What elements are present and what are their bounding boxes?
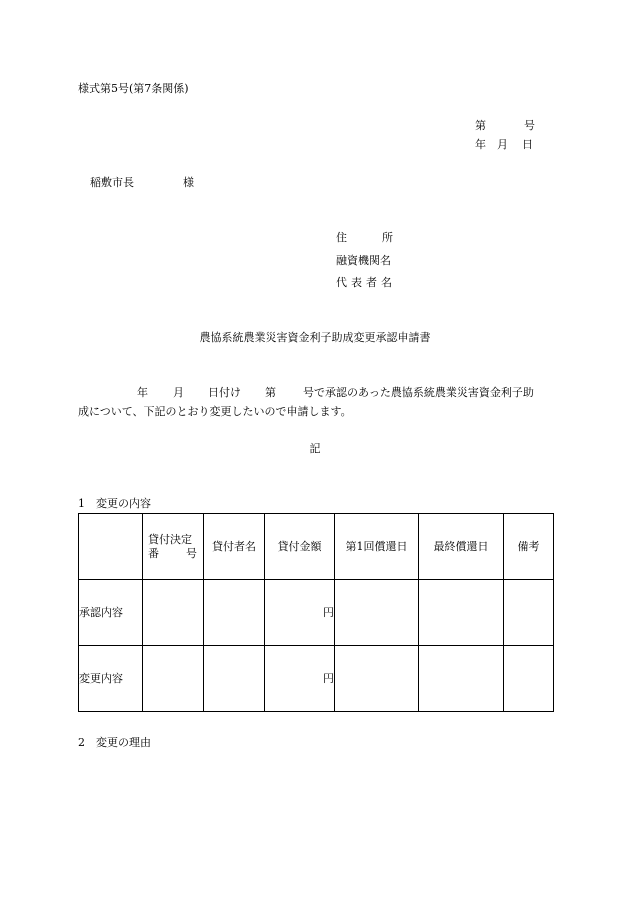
header-first-repay: 第1回償還日 [335, 514, 419, 580]
change-table [78, 513, 554, 712]
body-date-suffix: 日付け [208, 386, 241, 399]
row-approved-label: 承認内容 [79, 580, 143, 646]
body-go-text: 号で承認のあった農協系統農業災害資金利子助 [303, 386, 534, 399]
addressee-name: 稲敷市長 [90, 176, 134, 189]
body-dai: 第 [265, 386, 276, 399]
body-year: 年 [137, 386, 148, 399]
header-borrower: 貸付者名 [204, 514, 265, 580]
cell-amount-yen: 円 [265, 580, 335, 646]
cell-borrower [204, 580, 265, 646]
form-number: 様式第5号(第7条関係) [78, 82, 189, 95]
cell-amount-yen: 円 [265, 646, 335, 712]
cell-borrower [204, 646, 265, 712]
header-lot-go: 号 [186, 546, 197, 560]
ki-label: 記 [309, 442, 321, 455]
header-amount: 貸付金額 [265, 514, 335, 580]
section-2-label: 2 変更の理由 [78, 736, 151, 749]
date-year: 年 [475, 138, 486, 151]
doc-number-dai: 第 [475, 119, 486, 132]
date-month: 月 [497, 138, 508, 151]
cell-first-repay [335, 580, 419, 646]
header-lot-number [143, 514, 204, 580]
cell-lot-number [143, 580, 204, 646]
body-month: 月 [173, 386, 184, 399]
applicant-address-label-b: 所 [382, 231, 393, 244]
section-1-label: 1 変更の内容 [78, 497, 151, 510]
addressee-honorific: 様 [183, 176, 194, 189]
applicant-address-label-a: 住 [336, 231, 347, 244]
header-remarks: 備考 [504, 514, 554, 580]
table-row [79, 646, 554, 712]
cell-final-repay [419, 646, 504, 712]
header-final-repay: 最終償還日 [419, 514, 504, 580]
doc-number-go: 号 [524, 119, 535, 132]
applicant-representative-label: 代表者名 [336, 276, 396, 289]
table-row [79, 580, 554, 646]
header-lot-ban: 番 [148, 546, 159, 560]
row-changed-label: 変更内容 [79, 646, 143, 712]
cell-remarks [504, 580, 554, 646]
cell-first-repay [335, 646, 419, 712]
cell-final-repay [419, 580, 504, 646]
document-title: 農協系統農業災害資金利子助成変更承認申請書 [199, 331, 431, 344]
cell-remarks [504, 646, 554, 712]
date-day: 日 [522, 138, 533, 151]
table-header-row [79, 514, 554, 580]
header-lot-line2 [148, 547, 203, 561]
header-empty-cell [79, 514, 143, 580]
cell-lot-number [143, 646, 204, 712]
applicant-institution-label: 融資機関名 [336, 254, 391, 267]
header-lot-line1: 貸付決定 [148, 532, 192, 546]
body-line-2: 成について、下記のとおり変更したいので申請します。 [78, 405, 352, 418]
